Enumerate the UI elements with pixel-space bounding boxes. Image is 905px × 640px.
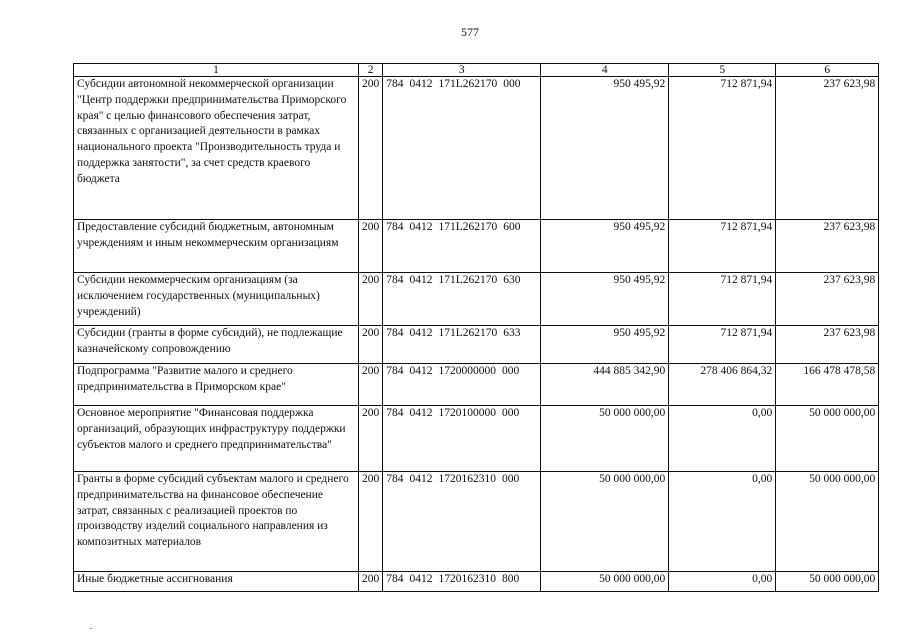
row-description: Гранты в форме субсидий субъектам малого и среднего предпринимательства на финансовое обеспечение затрат, связанных с реализацией проектов по производству изделий социального направления из композитных материалов [74,472,359,572]
column-header: 2 [359,64,383,77]
table-row [74,364,879,406]
row-description: Основное мероприятие "Финансовая поддержка организаций, образующих инфраструктуру поддержки субъектов малого и среднего предпринимательства" [74,406,359,472]
row-amount-col6: 50 000 000,00 [776,572,879,592]
section-code: 0412 [409,473,433,485]
expense-type-code: 600 [503,221,521,233]
row-amount-col6: 166 478 478,58 [776,364,879,406]
row-budget-code [383,220,541,273]
row-amount-total: 50 000 000,00 [541,572,669,592]
section-code: 0412 [409,573,433,585]
column-header: 1 [74,64,359,77]
ministry-code: 784 [386,274,404,286]
row-amount-total: 950 495,92 [541,220,669,273]
expense-type-code: 000 [503,78,521,90]
section-code: 0412 [409,407,433,419]
row-amount-total: 50 000 000,00 [541,406,669,472]
row-amount-total: 444 885 342,90 [541,364,669,406]
target-code: 171L262170 [438,327,498,339]
scan-speck [90,628,92,629]
table-row [74,406,879,472]
row-budget-code [383,273,541,326]
row-amount-col5: 0,00 [669,572,776,592]
target-code: 1720000000 [438,365,496,377]
table-row [74,326,879,364]
row-col2: 200 [359,273,383,326]
target-code: 171L262170 [438,78,498,90]
row-amount-col5: 278 406 864,32 [669,364,776,406]
row-amount-total: 950 495,92 [541,77,669,220]
section-code: 0412 [409,274,433,286]
row-amount-col5: 0,00 [669,472,776,572]
column-header: 3 [383,64,541,77]
column-header: 4 [541,64,669,77]
ministry-code: 784 [386,473,404,485]
budget-table [73,63,879,592]
row-description: Субсидии некоммерческим организациям (за исключением государственных (муниципальных) учреждений) [74,273,359,326]
row-amount-col5: 712 871,94 [669,326,776,364]
row-col2: 200 [359,364,383,406]
column-header: 6 [776,64,879,77]
row-description: Субсидии автономной некоммерческой организации "Центр поддержки предпринимательства Приморского края" с целью финансового обеспечения затрат, связанных с организацией деятельности в рамках национального проекта "Производительность труда и поддержка занятости", за счет средств краевого бюджета [74,77,359,220]
row-budget-code [383,326,541,364]
row-col2: 200 [359,77,383,220]
row-col2: 200 [359,472,383,572]
expense-type-code: 630 [503,274,521,286]
target-code: 171L262170 [438,221,498,233]
ministry-code: 784 [386,221,404,233]
row-amount-total: 50 000 000,00 [541,472,669,572]
row-budget-code [383,472,541,572]
row-description: Субсидии (гранты в форме субсидий), не подлежащие казначейскому сопровождению [74,326,359,364]
row-amount-total: 950 495,92 [541,273,669,326]
table-row [74,77,879,220]
row-amount-col5: 712 871,94 [669,273,776,326]
row-amount-col6: 237 623,98 [776,220,879,273]
section-code: 0412 [409,78,433,90]
target-code: 171L262170 [438,274,498,286]
row-amount-col6: 237 623,98 [776,77,879,220]
table-header-row [74,64,879,77]
ministry-code: 784 [386,407,404,419]
row-amount-col6: 50 000 000,00 [776,406,879,472]
expense-type-code: 000 [502,365,520,377]
ministry-code: 784 [386,573,404,585]
target-code: 1720100000 [438,407,496,419]
ministry-code: 784 [386,78,404,90]
row-budget-code [383,77,541,220]
expense-type-code: 000 [502,473,520,485]
page-number: 577 [461,25,479,39]
row-amount-col6: 237 623,98 [776,273,879,326]
row-col2: 200 [359,406,383,472]
table-row [74,472,879,572]
row-amount-col6: 50 000 000,00 [776,472,879,572]
table-row [74,273,879,326]
row-budget-code [383,406,541,472]
row-description: Подпрограмма "Развитие малого и среднего предпринимательства в Приморском крае" [74,364,359,406]
expense-type-code: 000 [502,407,520,419]
row-budget-code [383,572,541,592]
row-budget-code [383,364,541,406]
section-code: 0412 [409,365,433,377]
row-amount-total: 950 495,92 [541,326,669,364]
target-code: 1720162310 [438,473,496,485]
row-description: Предоставление субсидий бюджетным, автономным учреждениям и иным некоммерческим организациям [74,220,359,273]
ministry-code: 784 [386,327,404,339]
row-col2: 200 [359,326,383,364]
section-code: 0412 [409,221,433,233]
column-header: 5 [669,64,776,77]
ministry-code: 784 [386,365,404,377]
row-amount-col5: 712 871,94 [669,77,776,220]
target-code: 1720162310 [438,573,496,585]
row-amount-col6: 237 623,98 [776,326,879,364]
row-col2: 200 [359,572,383,592]
section-code: 0412 [409,327,433,339]
row-amount-col5: 712 871,94 [669,220,776,273]
table-row [74,572,879,592]
row-col2: 200 [359,220,383,273]
row-description: Иные бюджетные ассигнования [74,572,359,592]
row-amount-col5: 0,00 [669,406,776,472]
expense-type-code: 800 [502,573,520,585]
table-row [74,220,879,273]
expense-type-code: 633 [503,327,521,339]
